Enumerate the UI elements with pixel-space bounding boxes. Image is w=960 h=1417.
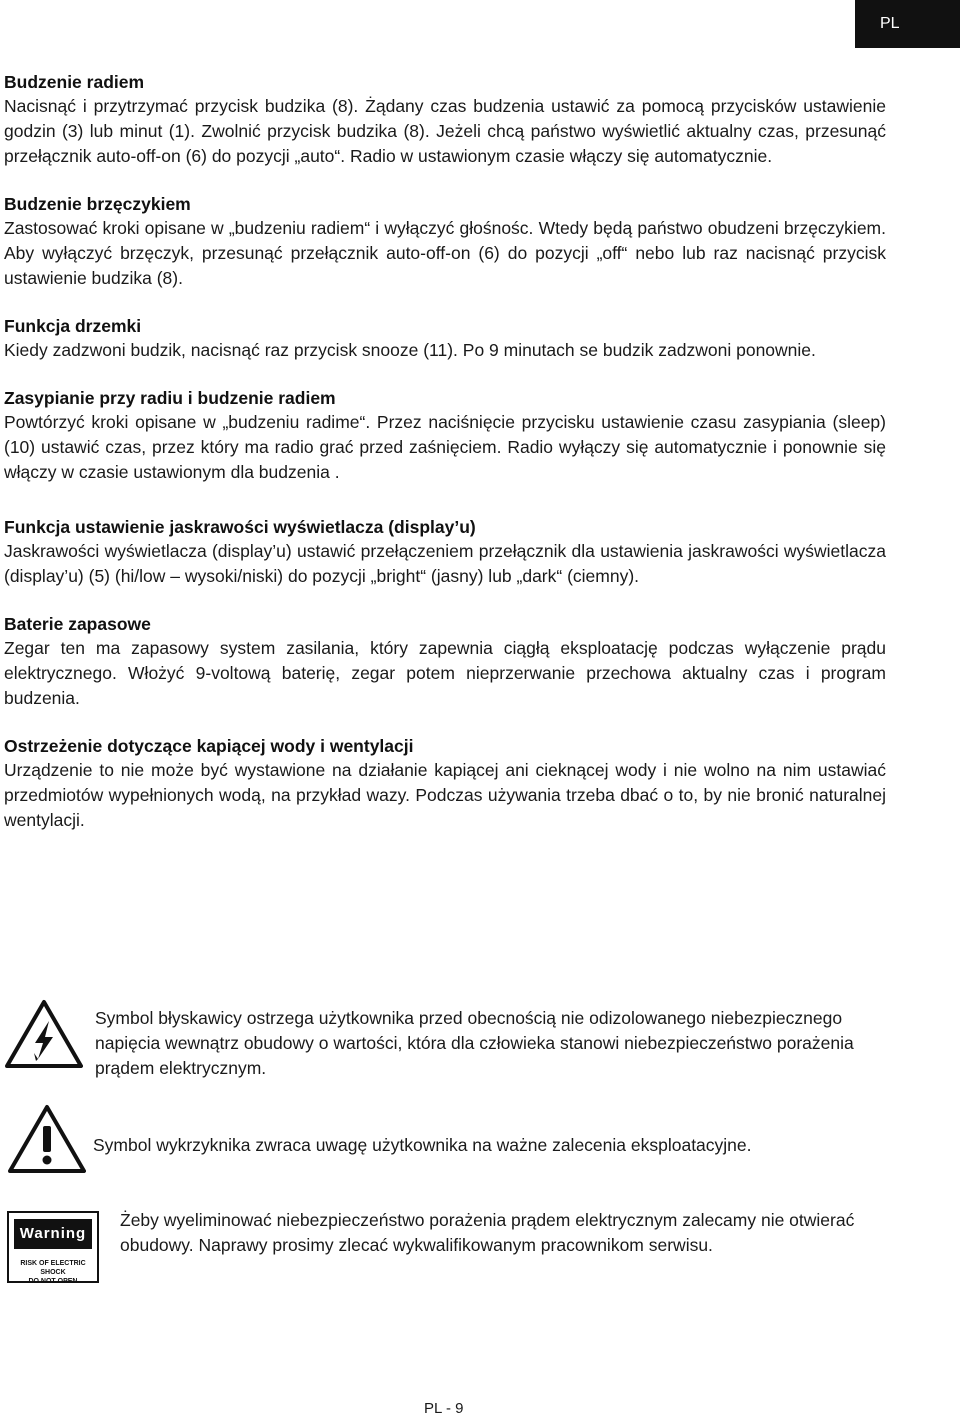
section-title: Ostrzeżenie dotyczące kapiącej wody i wentylacji xyxy=(4,736,414,756)
section-title: Funkcja ustawienie jaskrawości wyświetlacza (display’u) xyxy=(4,517,476,537)
section-text: Urządzenie to nie może być wystawione na działanie kapiącej ani cieknącej wody i nie wolno na nim ustawiać przedmiotów wypełnionych wodą, na przykład wazy. Podczas używania trzeba dbać o to, by nie bronić naturalnej wentylacji. xyxy=(4,760,886,830)
section-text: Powtórzyć kroki opisane w „budzeniu radime“. Przez naciśnięcie przycisku ustawienie czasu zasypiania (sleep) (10) ustawić czas, przez który ma radio grać przed zaśnięciem. Radio wyłączy się automatycznie i ponownie się włączy w czasie ustawionym dla budzenia . xyxy=(4,412,886,482)
language-code: PL xyxy=(880,15,900,32)
warning-exclamation-text: Symbol wykrzyknika zwraca uwagę użytkownika na ważne zalecenia eksploatacyjne. xyxy=(93,1135,752,1155)
warning-shock-text: Żeby wyeliminować niebezpieczeństwo porażenia prądem elektrycznym zalecamy nie otwierać obudowy. Naprawy prosimy zlecać wykwalifikowanym pracownikom serwisu. xyxy=(120,1210,855,1255)
section-title: Funkcja drzemki xyxy=(4,316,142,336)
section-snooze xyxy=(4,314,886,363)
section-sleep xyxy=(4,386,886,485)
exclamation-warning-icon xyxy=(8,1104,86,1179)
warning-label-caption: RISK OF ELECTRIC SHOCK DO NOT OPEN xyxy=(20,1260,86,1285)
section-text: Zegar ten ma zapasowy system zasilania, który zapewnia ciągłą eksploatację podczas wyłączenie prądu elektrycznego. Włożyć 9-voltową baterię, zegar potem nieprzerwanie przechowa aktualny czas i program budzenia. xyxy=(4,638,886,708)
section-title: Budzenie brzęczykiem xyxy=(4,194,191,214)
section-text: Nacisnąć i przytrzymać przycisk budzika (8). Żądany czas budzenia ustawić za pomocą przycisków ustawienie godzin (3) lub minut (1). Zwolnić przycisk budzika (8). Jeżeli chcą państwo wyświetlić aktualny czas, przesunąć przełącznik auto-off-on (6) do pozycji „auto“. Radio w ustawionym czasie włączy się automatycznie. xyxy=(4,96,886,166)
section-title: Zasypianie przy radiu i budzenie radiem xyxy=(4,388,336,408)
section-alarm-radio xyxy=(4,70,886,169)
section-title: Baterie zapasowe xyxy=(4,614,151,634)
section-title: Budzenie radiem xyxy=(4,72,145,92)
section-display-brightness xyxy=(4,515,886,589)
section-backup-battery xyxy=(4,612,886,711)
lightning-warning-icon xyxy=(5,999,83,1074)
section-text: Kiedy zadzwoni budzik, nacisnąć raz przycisk snooze (11). Po 9 minutach se budzik zadzwoni ponownie. xyxy=(4,340,816,360)
language-tab xyxy=(855,0,960,48)
warning-lightning-text: Symbol błyskawicy ostrzega użytkownika przed obecnością nie odizolowanego niebezpiecznego napięcia wewnątrz obudowy o wartości, która dla człowieka stanowi niebezpieczeństwo porażenia prądem elektrycznym. xyxy=(95,1008,854,1078)
warning-label-title: Warning xyxy=(14,1219,92,1249)
section-water-warning xyxy=(4,734,886,833)
warning-label-icon xyxy=(7,1211,99,1283)
document-body xyxy=(4,70,886,856)
section-text: Jaskrawości wyświetlacza (display’u) ustawić przełączeniem przełącznik dla ustawienia jaskrawości wyświetlacza (display’u) (5) (hi/low – wysoki/niski) do pozycji „bright“ (jasny) lub „dark“ (ciemny). xyxy=(4,541,886,586)
section-text: Zastosować kroki opisane w „budzeniu radiem“ i wyłączyć głośnośc. Wtedy będą państwo obudzeni brzęczykiem. Aby wyłączyć brzęczyk, przesunąć przełącznik auto-off-on (6) do pozycji „off“ nebo lub raz nacisnąć przycisk ustawienie budzika (8). xyxy=(4,218,886,288)
page-number: PL - 9 xyxy=(424,1400,464,1417)
section-alarm-buzzer xyxy=(4,192,886,291)
